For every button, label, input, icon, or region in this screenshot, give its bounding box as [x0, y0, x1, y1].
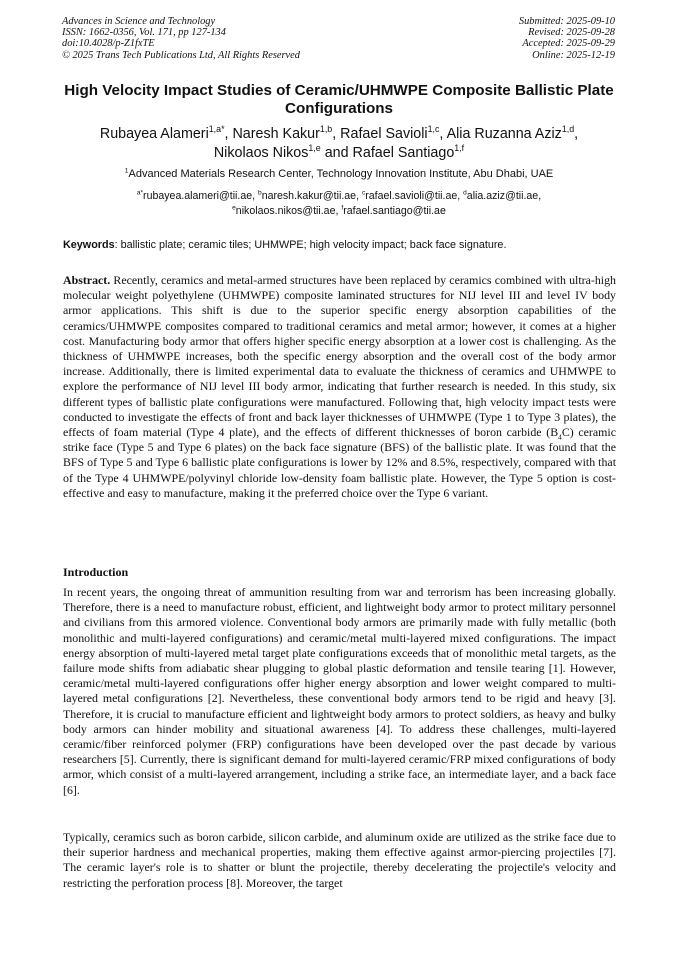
author-name: Rafael Savioli — [340, 126, 428, 142]
author-affil-mark: 1,d — [561, 124, 575, 135]
author-affil-mark: 1,a* — [208, 124, 225, 135]
accepted-date: Accepted: 2025-09-29 — [522, 38, 615, 50]
author-name: Rafael Santiago — [352, 145, 455, 161]
email-mark: f — [341, 203, 344, 211]
affiliation-text: Advanced Materials Research Center, Technology Innovation Institute, Abu Dhabi, UAE — [128, 168, 554, 180]
dates-header — [519, 16, 615, 61]
keywords-label: Keywords — [63, 239, 115, 251]
copyright-line: © 2025 Trans Tech Publications Ltd, All Rights Reserved — [62, 49, 300, 61]
author-affil-mark: 1,c — [427, 124, 440, 135]
email-address: nikolaos.nikos@tii.ae — [235, 204, 336, 217]
email-address: naresh.kakur@tii.ae — [261, 190, 357, 202]
submitted-date: Submitted: 2025-09-10 — [518, 16, 615, 27]
introduction-paragraph-2: Typically, ceramics such as boron carbide, silicon carbide, and aluminum oxide are utilized as the strike face due to their superior hardness and mechanical properties, making them effective against armor-piercing projectiles [7]. The ceramic layer's role is to shatter or blunt the projectile, thereby decelerating the projectile's velocity and restricting the perforation process [8]. Moreover, the target — [63, 830, 616, 890]
affiliation — [30, 167, 648, 181]
revised-date: Revised: 2025-09-28 — [528, 27, 615, 39]
abstract-subscript: 4 — [558, 432, 562, 442]
issn-line: ISSN: 1662-0356, Vol. 171, pp 127-134 — [62, 27, 226, 39]
author-list: Rubayea Alameri$^{1,a*}$, Naresh Kakur$^{1,b}$, Rafael Savioli$^{1,c}$, Alia Ruzanna Aziz$^{1,d}$, Nikolaos Nikos$^{1,e}$ and Rafael Santiago$^{1,f}$ — [99, 124, 579, 161]
abstract — [63, 273, 616, 501]
keywords — [63, 238, 623, 252]
email-address: rafael.savioli@tii.ae — [365, 190, 458, 202]
author-affil-mark: 1,e — [308, 143, 321, 154]
email-address: rafael.santiago@tii.ae — [343, 204, 446, 217]
email-mark: b — [258, 189, 262, 197]
email-address: alia.aziz@tii.ae — [466, 190, 539, 202]
section-heading-introduction: Introduction — [63, 565, 129, 579]
email-list: $^{a*}$rubayea.alameri@tii.ae, $^b$naresh.kakur@tii.ae, $^c$rafael.savioli@tii.ae, $^d$alia.aziz@tii.ae, $^e$nikolaos.nikos@tii.ae, $^f$rafael.santiago@tii.ae — [136, 189, 542, 217]
journal-name: Advances in Science and Technology — [62, 16, 216, 27]
email-mark: a* — [136, 189, 144, 197]
email-mark: d — [463, 189, 467, 197]
doi-line: doi:10.4028/p-Z1fxTE — [62, 38, 155, 50]
author-name: Rubayea Alameri — [99, 126, 209, 142]
author-name: Alia Ruzanna Aziz — [446, 126, 562, 142]
email-mark: c — [361, 189, 366, 197]
introduction-paragraph-1: In recent years, the ongoing threat of ammunition resulting from war and terrorism has been increasing globally. Therefore, there is a need to manufacture robust, efficient, and lightweight body armor to protect military personnel and civilians from this armored violence. Conventional body armors are primarily made with fully metallic (both monolithic and multi-layered configurations) and ceramic/metal multi-layered mixed configurations. The impact energy absorption of multi-layered metal target plate configurations exceeds that of monolithic metal targets, as the failure mode shifts from adiabatic shear plugging to global plastic deformation and tensile tearing [1]. However, ceramic/metal multi-layered configurations offer higher energy absorption and lower weight compared to multi-layered metal configurations [2]. Nevertheless, these conventional body armors tend to be rigid and heavy [3]. Therefore, it is crucial to manufacture efficient and lightweight body armors to protect soldiers, as heavy and bulky body armors can hinder mobility and situational awareness [4]. To address these challenges, multi-layered ceramic/fiber reinforced polymer (FRP) configurations have been developed over the past decade by various researchers [5]. Currently, there is significant demand for multi-layered ceramic/FRP mixed configurations of body armor, which consist of a multi-layered arrangement, including a strike face, an intermediate layer, and a back face [6]. — [63, 585, 616, 797]
email-mark: e — [232, 203, 236, 211]
author-name: Naresh Kakur — [232, 126, 320, 142]
author-name: Nikolaos Nikos — [213, 145, 309, 161]
paper-title: High Velocity Impact Studies of Ceramic/UHMWPE Composite Ballistic Plate Configurations — [64, 82, 614, 117]
keywords-text: : ballistic plate; ceramic tiles; UHMWPE; high velocity impact; back face signature. — [114, 239, 507, 251]
author-affil-mark: 1,b — [319, 124, 333, 135]
affiliation-mark: 1 — [124, 167, 129, 175]
abstract-text-part2: C) ceramic strike face (Type 5 and Type 6 plates) on the back face signature (BFS) of the ballistic plate. It was found that the BFS of Type 5 and Type 6 ballistic plate configurations is lower by 12% and 8.5%, respectively, compared with that of the Type 4 UHMWPE/polyvinyl chloride low-density foam ballistic plate. However, the Type 5 option is cost-effective and easy to manufacture, making it the preferred choice over the Type 6 variant. — [63, 425, 616, 500]
author-affil-mark: 1,f — [454, 143, 465, 154]
email-address: rubayea.alameri@tii.ae — [143, 190, 253, 202]
journal-header — [62, 16, 300, 61]
online-date: Online: 2025-12-19 — [532, 49, 615, 61]
abstract-label: Abstract. — [63, 273, 111, 287]
abstract-text-part1: Recently, ceramics and metal-armed structures have been replaced by ceramics combined with ultra-high molecular weight polyethylene (UHMWPE) composite laminated structures for NIJ level III and level IV body armor applications. This shift is due to the superior specific energy absorption capabilities of the ceramics/UHMWPE composites compared to traditional ceramics and metal armor; however, it comes at a higher cost. Manufacturing body armor that offers higher specific energy absorption at a lower cost is challenging. As the thickness of UHMWPE increases, both the specific energy absorption and the overall cost of the body armor increase. Additionally, there is limited experimental data to evaluate the thickness of ceramics and UHMWPE to explore the performance of NIJ level III body armor, indicating that further research is needed. In this study, six different types of ballistic plate configurations were manufactured. Following that, high velocity impact tests were conducted to investigate the effects of front and back layer thicknesses of UHMWPE (Type 1 to Type 3 plates), the effects of foam material (Type 4 plate), and the effects of different thicknesses of boron carbide (B — [63, 273, 616, 440]
